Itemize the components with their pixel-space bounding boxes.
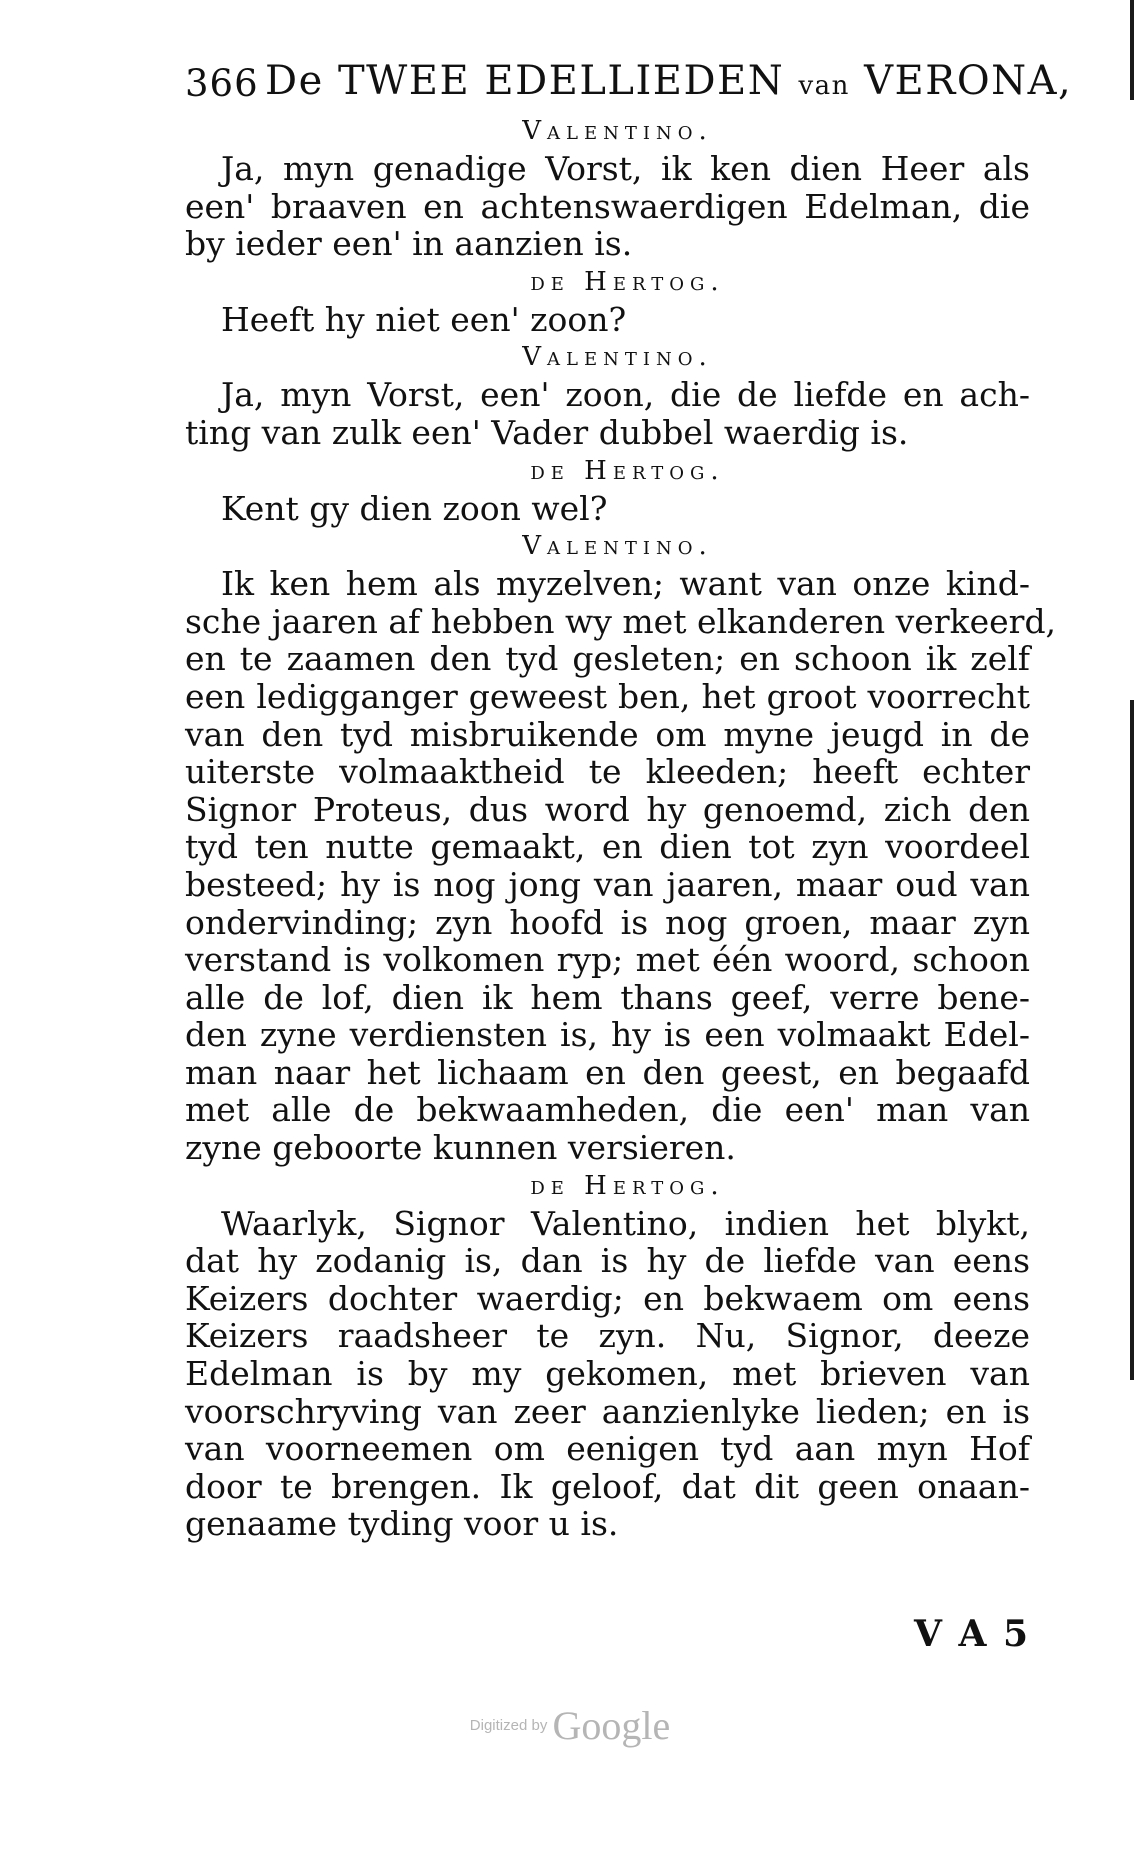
- scan-edge-mark: [1130, 0, 1134, 100]
- page-number: 366: [185, 62, 259, 105]
- dialogue-text: [185, 112, 1057, 1544]
- text-line: verstand is volkomen ryp; met één woord, schoon: [185, 940, 1030, 980]
- book-page: [185, 50, 1073, 1655]
- text-line: van voorneemen om eenigen tyd aan myn Hof: [185, 1429, 1030, 1469]
- text-line: tyd ten nutte gemaakt, en dien tot zyn voordeel: [185, 827, 1030, 867]
- running-title-part2: van: [798, 71, 850, 101]
- text-line: Ja, myn genadige Vorst, ik ken dien Heer als: [221, 149, 1030, 188]
- text-line: sche jaaren af hebben wy met elkanderen verkeerd,: [185, 601, 1057, 641]
- text-line: met alle de bekwaamheden, die een' man van: [185, 1090, 1030, 1130]
- speech-paragraph: [185, 564, 1057, 1168]
- speech-paragraph: [185, 490, 1030, 528]
- text-line: ting van zulk een' Vader dubbel waerdig is.: [185, 412, 909, 452]
- text-line: Ik ken hem als myzelven; want van onze kind-: [221, 564, 1030, 604]
- catchword: V A 5: [914, 1613, 1030, 1655]
- text-line: Edelman is by my gekomen, met brieven van: [185, 1354, 1030, 1394]
- text-line: Keizers raadsheer te zyn. Nu, Signor, deeze: [185, 1316, 1030, 1356]
- speaker-heading: de Hertog.: [530, 455, 725, 486]
- text-line: Kent gy dien zoon wel?: [221, 488, 608, 528]
- speaker-heading: de Hertog.: [530, 1170, 725, 1201]
- text-line: genaame tyding voor u is.: [185, 1504, 619, 1544]
- speech-paragraph: [185, 1205, 1030, 1543]
- text-line: Ja, myn Vorst, een' zoon, die de liefde en ach-: [221, 375, 1030, 415]
- speech-paragraph: [185, 376, 1030, 451]
- running-title-part1: De TWEE EDELLIEDEN: [265, 58, 785, 104]
- text-line: een' braaven en achtenswaerdigen Edelman, die: [185, 186, 1030, 226]
- digitized-watermark: [0, 1702, 1140, 1749]
- text-line: Waarlyk, Signor Valentino, indien het blykt,: [221, 1203, 1030, 1243]
- text-line: den zyne verdiensten is, hy is een volmaakt Edel-: [185, 1015, 1030, 1055]
- running-title-part3: VERONA,: [864, 58, 1073, 104]
- speaker-heading: Valentino.: [522, 531, 713, 562]
- text-line: man naar het lichaam en den geest, en begaafd: [185, 1052, 1030, 1092]
- speaker-heading: Valentino.: [522, 342, 713, 373]
- watermark-brand: Google: [552, 1703, 671, 1748]
- speaker-heading: Valentino.: [522, 116, 713, 146]
- text-line: Heeft hy niet een' zoon?: [221, 299, 627, 339]
- text-line: by ieder een' in aanzien is.: [185, 224, 633, 264]
- text-line: ondervinding; zyn hoofd is nog groen, maar zyn: [185, 902, 1030, 942]
- text-line: Keizers dochter waerdig; en bekwaem om eens: [185, 1278, 1030, 1318]
- text-line: een ledigganger geweest ben, het groot voorrecht: [185, 676, 1030, 716]
- text-line: dat hy zodanig is, dan is hy de liefde van eens: [185, 1241, 1030, 1281]
- speech-paragraph: [185, 150, 1030, 263]
- text-line: Signor Proteus, dus word hy genoemd, zich den: [185, 789, 1030, 829]
- text-line: voorschryving van zeer aanzienlyke lieden; en is: [185, 1391, 1030, 1431]
- running-title: [265, 58, 1072, 104]
- watermark-prefix: Digitized by: [469, 1717, 548, 1734]
- text-line: alle de lof, dien ik hem thans geef, verre bene-: [185, 977, 1030, 1017]
- running-head: [185, 50, 1073, 112]
- text-line: van den tyd misbruikende om myne jeugd in de: [185, 714, 1030, 754]
- text-line: en te zaamen den tyd gesleten; en schoon ik zelf: [185, 639, 1030, 679]
- speech-paragraph: [185, 301, 1030, 339]
- text-line: zyne geboorte kunnen versieren.: [185, 1128, 736, 1168]
- text-line: uiterste volmaaktheid te kleeden; heeft echter: [185, 752, 1030, 792]
- speaker-heading: de Hertog.: [530, 266, 725, 297]
- text-line: door te brengen. Ik geloof, dat dit geen onaan-: [185, 1466, 1030, 1506]
- scan-edge-mark: [1130, 700, 1134, 1380]
- text-line: besteed; hy is nog jong van jaaren, maar oud van: [185, 864, 1030, 904]
